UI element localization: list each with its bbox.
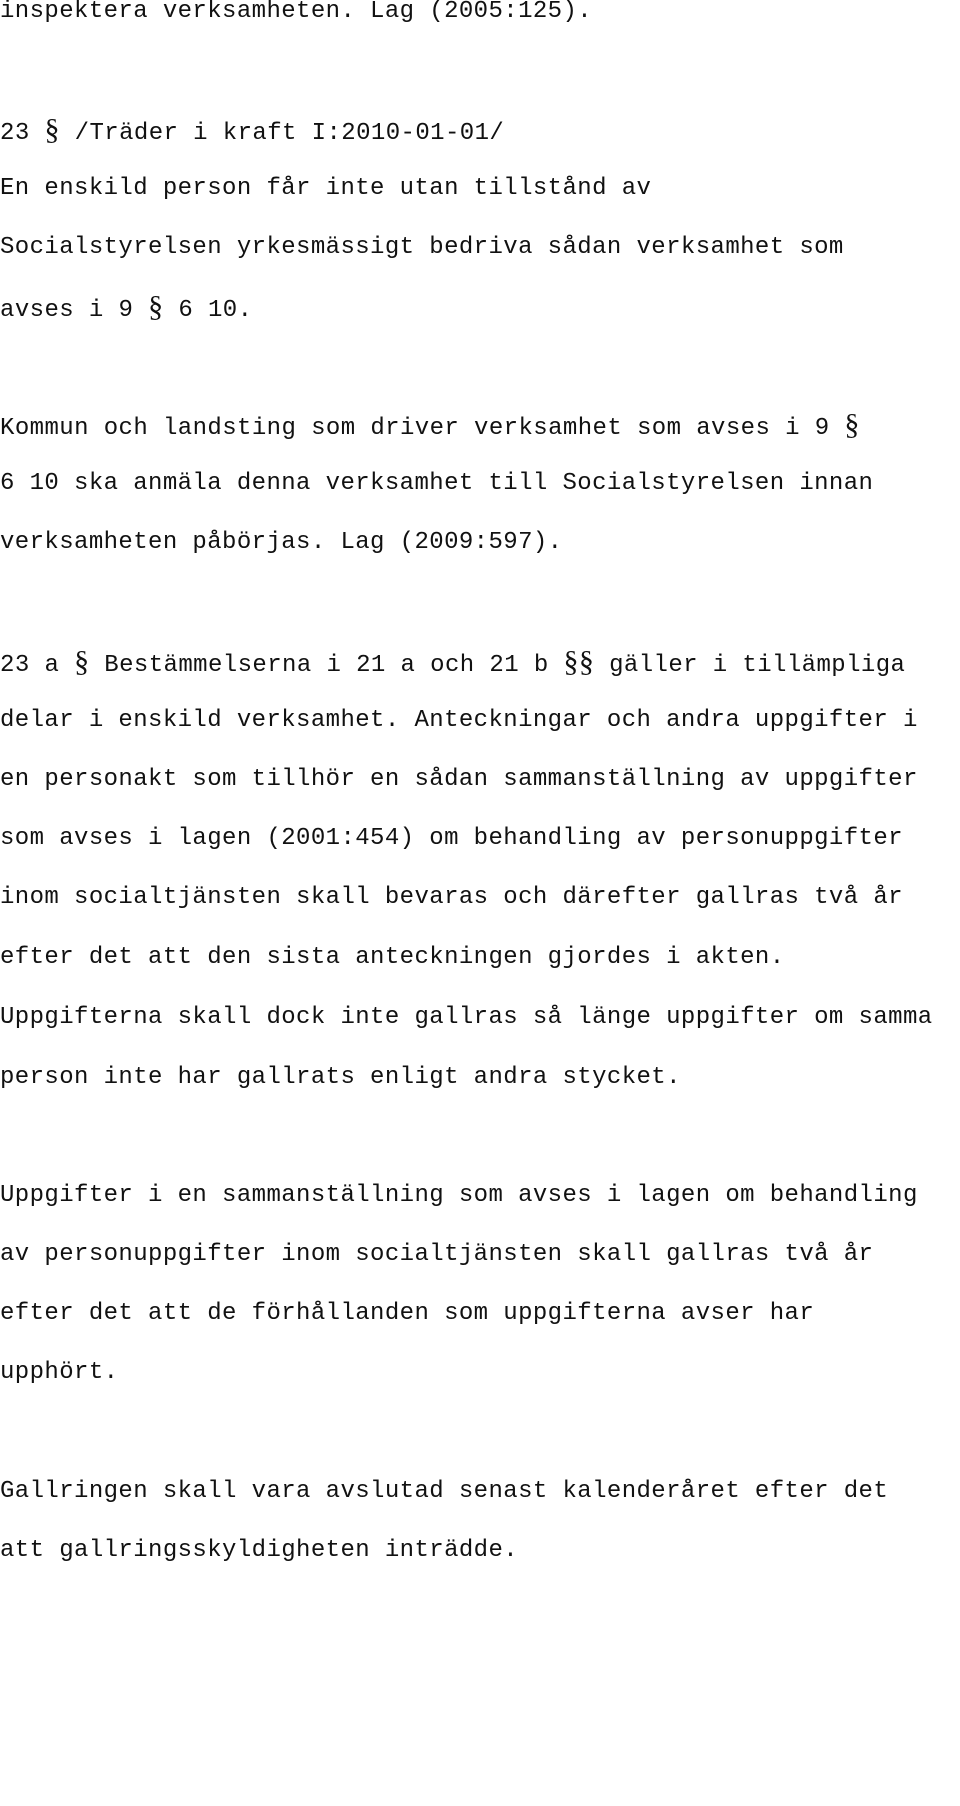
text-line: inom socialtjänsten skall bevaras och därefter gallras två år — [0, 884, 903, 911]
text-line: delar i enskild verksamhet. Anteckningar och andra uppgifter i — [0, 707, 918, 734]
text-line: Kommun och landsting som driver verksamhet som avses i 9 § — [0, 408, 860, 442]
section-sign: § — [74, 645, 90, 678]
section-sign: § — [578, 645, 595, 678]
text-line: Uppgifter i en sammanställning som avses i lagen om behandling — [0, 1182, 918, 1209]
text-line: av personuppgifter inom socialtjänsten skall gallras två år — [0, 1241, 874, 1268]
text-line: avses i 9 § 6 10. — [0, 290, 253, 324]
text-line: 6 10 ska anmäla denna verksamhet till Socialstyrelsen innan — [0, 470, 874, 497]
text-line: en personakt som tillhör en sådan sammanställning av uppgifter — [0, 766, 918, 793]
text-line: att gallringsskyldigheten inträdde. — [0, 1537, 519, 1564]
section-sign: § — [563, 645, 579, 678]
section-heading-23: 23 § /Träder i kraft I:2010-01-01/ — [0, 113, 505, 147]
text-line: Uppgifterna skall dock inte gallras så länge uppgifter om samma — [0, 1004, 933, 1031]
section-sign: § — [44, 113, 60, 146]
text-line: Socialstyrelsen yrkesmässigt bedriva sådan verksamhet som — [0, 234, 844, 261]
text-line: verksamheten påbörjas. Lag (2009:597). — [0, 529, 563, 556]
text-line: person inte har gallrats enligt andra stycket. — [0, 1064, 681, 1091]
text-line: som avses i lagen (2001:454) om behandling av personuppgifter — [0, 825, 903, 852]
text-line: efter det att den sista anteckningen gjordes i akten. — [0, 944, 785, 971]
section-sign: § — [148, 290, 164, 323]
text-line: upphört. — [0, 1359, 119, 1386]
section-sign: § — [844, 408, 860, 441]
section-heading-23a: 23 a § Bestämmelserna i 21 a och 21 b §§ gäller i tillämpliga — [0, 645, 906, 679]
text-line: En enskild person får inte utan tillstånd av — [0, 175, 652, 202]
text-line: efter det att de förhållanden som uppgifterna avser har — [0, 1300, 815, 1327]
text-line: Gallringen skall vara avslutad senast kalenderåret efter det — [0, 1478, 889, 1505]
text-line: inspektera verksamheten. Lag (2005:125). — [0, 0, 593, 25]
